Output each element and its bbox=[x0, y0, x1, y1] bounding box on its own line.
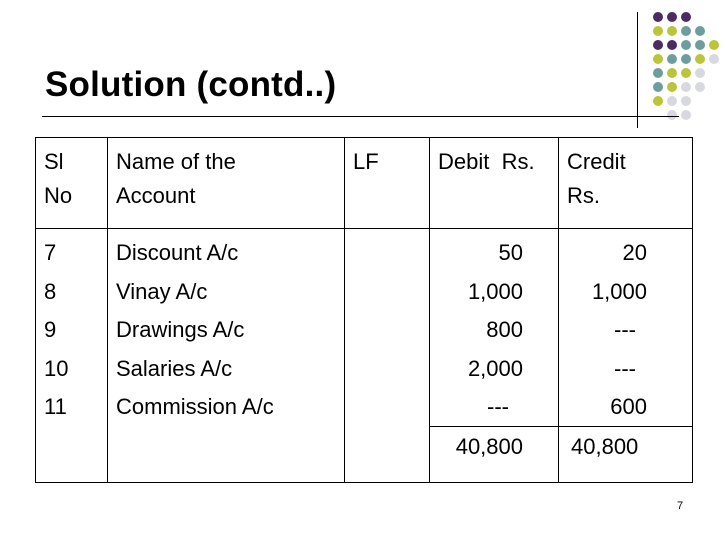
decor-dot bbox=[695, 68, 705, 78]
decor-dot bbox=[667, 40, 677, 50]
journal-table bbox=[35, 137, 693, 483]
decor-dot bbox=[667, 12, 677, 22]
decor-horizontal-rule bbox=[42, 116, 679, 117]
decor-dot bbox=[695, 54, 705, 64]
decor-dot bbox=[681, 82, 691, 92]
decor-dot bbox=[653, 96, 663, 106]
credit-cell: --- bbox=[614, 355, 636, 381]
decor-dot bbox=[653, 12, 663, 22]
table-header-row bbox=[36, 138, 693, 229]
header-account-name: Name of the Account bbox=[108, 138, 345, 229]
sl-no-cell: 7 bbox=[44, 240, 57, 265]
credit-cell: 600 bbox=[610, 394, 647, 419]
account-name-cell: Salaries A/c bbox=[116, 355, 233, 381]
debit-total: 40,800 bbox=[455, 434, 523, 459]
lf-column bbox=[345, 229, 430, 483]
decor-dot bbox=[667, 68, 677, 78]
debit-total-box bbox=[430, 426, 558, 467]
header-credit: Credit Rs. bbox=[559, 138, 693, 229]
account-name-cell: Drawings A/c bbox=[116, 317, 245, 342]
header-sl-no: Sl No bbox=[36, 138, 108, 229]
debit-cell: 2,000 bbox=[467, 355, 523, 381]
decor-dot bbox=[667, 96, 677, 106]
decor-dot bbox=[709, 54, 719, 64]
decor-dot bbox=[681, 26, 691, 36]
debit-cell: 1,000 bbox=[467, 278, 523, 304]
debit-cell: --- bbox=[487, 394, 509, 419]
decor-dot bbox=[653, 40, 663, 50]
account-name-column bbox=[108, 229, 345, 483]
decor-dot bbox=[695, 82, 705, 92]
credit-column bbox=[559, 229, 693, 483]
decor-dot bbox=[681, 40, 691, 50]
credit-cell: --- bbox=[614, 317, 636, 342]
decor-dot bbox=[681, 54, 691, 64]
page-number: 7 bbox=[677, 500, 684, 512]
decor-dot bbox=[709, 40, 719, 50]
sl-no-cell: 9 bbox=[44, 317, 57, 342]
account-name-cell: Vinay A/c bbox=[116, 278, 208, 304]
decor-dot bbox=[667, 82, 677, 92]
decor-dot bbox=[653, 68, 663, 78]
decor-dot bbox=[653, 26, 663, 36]
credit-total: 40,800 bbox=[571, 434, 639, 459]
decor-dot bbox=[667, 26, 677, 36]
decor-dot bbox=[695, 26, 705, 36]
decor-dot bbox=[653, 54, 663, 64]
sl-no-cell: 8 bbox=[44, 278, 57, 304]
decor-dot bbox=[667, 110, 677, 120]
decor-dot bbox=[653, 82, 663, 92]
table-body-row bbox=[36, 229, 693, 483]
sl-no-cell: 10 bbox=[44, 355, 69, 381]
header-debit: Debit Rs. bbox=[430, 138, 559, 229]
slide-title: Solution (contd..) bbox=[45, 65, 337, 104]
debit-cell: 800 bbox=[486, 317, 523, 342]
credit-total-box bbox=[559, 426, 692, 467]
account-name-cell: Commission A/c bbox=[116, 394, 274, 419]
decor-vertical-rule bbox=[637, 12, 638, 128]
debit-cell: 50 bbox=[498, 240, 523, 265]
decor-dot bbox=[681, 68, 691, 78]
decor-dot bbox=[695, 40, 705, 50]
credit-cell: 20 bbox=[622, 240, 647, 265]
header-lf: LF bbox=[345, 138, 430, 229]
sl-no-cell: 11 bbox=[44, 394, 67, 419]
decor-dot bbox=[681, 110, 691, 120]
decor-dot bbox=[681, 12, 691, 22]
sl-no-column bbox=[36, 229, 108, 483]
debit-column bbox=[430, 229, 559, 483]
credit-cell: 1,000 bbox=[591, 278, 647, 304]
account-name-cell: Discount A/c bbox=[116, 240, 239, 265]
decor-dot bbox=[681, 96, 691, 106]
decor-dot bbox=[667, 54, 677, 64]
